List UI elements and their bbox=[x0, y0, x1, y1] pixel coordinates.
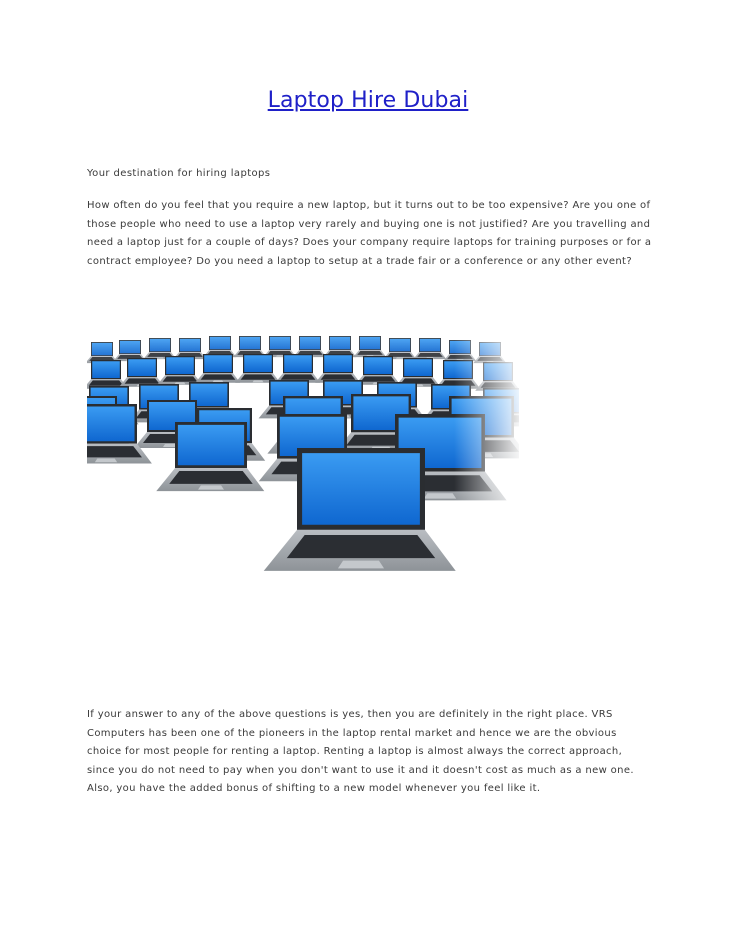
closing-paragraph: If your answer to any of the above questions is yes, then you are definitely in the right place. VRS Computers has been one of the pioneers in the laptop rental market and hence we are the obvious choice for most people for renting a laptop. Renting a laptop is almost always the correct approach, since you do not need to pay when you don't want to use it and it doesn't cost as much as a new one. Also, you have the added bonus of shifting to a new model whenever you feel like it. bbox=[87, 709, 634, 794]
subtitle: Your destination for hiring laptops bbox=[87, 168, 271, 179]
intro-paragraph: How often do you feel that you require a new laptop, but it turns out to be too expensive? Are you one of those people who need to use a laptop very rarely and buying one is not justified? Are you travelling and need a laptop just for a couple of days? Does your company require laptops for training purposes or for a contract employee? Do you need a laptop to setup at a trade fair or a conference or any other event? bbox=[87, 200, 652, 267]
page-title[interactable]: Laptop Hire Dubai bbox=[267, 88, 469, 113]
laptop-grid-image bbox=[87, 330, 519, 652]
